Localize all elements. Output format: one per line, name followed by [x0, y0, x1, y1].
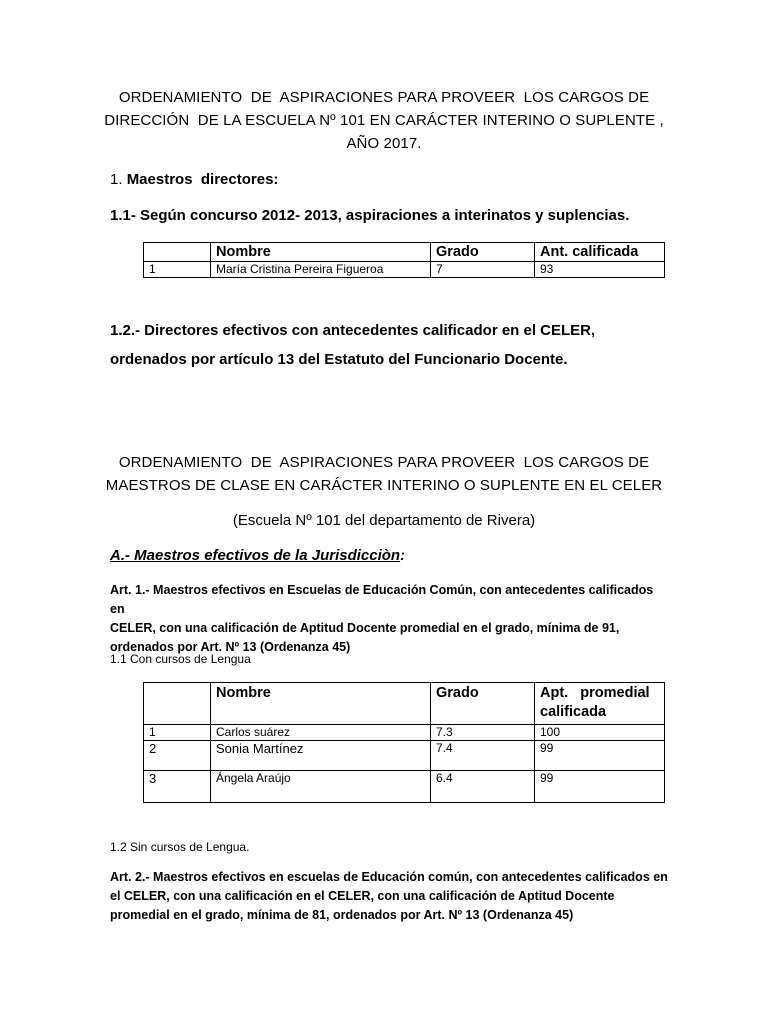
school-subtitle: (Escuela Nº 101 del departamento de Rivera)	[232, 512, 536, 529]
table-cell-index: 2	[144, 741, 211, 771]
table-cell-grado: 6.4	[431, 771, 535, 803]
article-1	[110, 581, 670, 657]
table-header-grado: Grado	[431, 243, 535, 262]
header-title-direccion	[80, 86, 688, 155]
section-a-colon: :	[400, 547, 406, 564]
article-2-line1: Art. 2.- Maestros efectivos en escuelas de Educación común, con antecedentes calificados en	[110, 870, 668, 884]
table-cell-apt-promedial: 99	[535, 771, 665, 803]
table-cell-grado: 7.3	[431, 725, 535, 741]
subsection-1-1: 1.1 Con cursos de Lengua	[110, 652, 251, 666]
table-cell-nombre: Carlos suárez	[211, 725, 431, 741]
header2-line1: ORDENAMIENTO DE ASPIRACIONES PARA PROVEER LOS CARGOS DE	[118, 454, 650, 471]
header1-line2: DIRECCIÓN DE LA ESCUELA Nº 101 EN CARÁCTER INTERINO O SUPLENTE ,	[104, 112, 664, 129]
table-row	[144, 262, 665, 278]
table-row	[144, 725, 665, 741]
table-cell-nombre: María Cristina Pereira Figueroa	[211, 262, 431, 278]
article-1-line2: CELER, con una calificación de Aptitud Docente promedial en el grado, mínima de 91,	[110, 621, 620, 635]
header-title-maestros-clase	[80, 451, 688, 497]
subsection-1-2: 1.2 Sin cursos de Lengua.	[110, 840, 250, 854]
maestros-table	[143, 682, 665, 803]
article-2-line2: el CELER, con una calificación en el CELER, con una calificación de Aptitud Docente	[110, 889, 615, 903]
table-cell-nombre: Sonia Martínez	[211, 741, 431, 771]
table-cell-grado: 7.4	[431, 741, 535, 771]
section-1-heading	[110, 171, 278, 188]
section-1-2-line2: ordenados por artículo 13 del Estatuto del Funcionario Docente.	[110, 351, 568, 368]
table-header-index	[144, 683, 211, 725]
section-a-title: A.- Maestros efectivos de la Jurisdicciòn	[110, 547, 401, 564]
table-header-row	[144, 243, 665, 262]
directores-table	[143, 242, 665, 278]
table-cell-ant-calificada: 93	[535, 262, 665, 278]
article-2	[110, 868, 680, 925]
table-cell-index: 1	[144, 262, 211, 278]
table-header-grado: Grado	[431, 683, 535, 725]
article-1-line1: Art. 1.- Maestros efectivos en Escuelas de Educación Común, con antecedentes calificados en	[110, 583, 654, 616]
table-header-ant-calificada: Ant. calificada	[535, 243, 665, 262]
table-header-nombre: Nombre	[211, 243, 431, 262]
section-a-heading	[110, 547, 405, 564]
table-cell-apt-promedial: 100	[535, 725, 665, 741]
section-1-1-heading: 1.1- Según concurso 2012- 2013, aspiraciones a interinatos y suplencias.	[110, 207, 630, 224]
table-header-row	[144, 683, 665, 725]
table-header-index	[144, 243, 211, 262]
section-1-number: 1.	[110, 171, 123, 188]
table-cell-grado: 7	[431, 262, 535, 278]
section-1-2-line1: 1.2.- Directores efectivos con antecedentes calificador en el CELER,	[110, 322, 596, 339]
table-header-nombre: Nombre	[211, 683, 431, 725]
table-header-apt-promedial: Apt. promedial calificada	[535, 683, 665, 725]
table-cell-nombre: Ángela Araújo	[211, 771, 431, 803]
table-cell-apt-promedial: 99	[535, 741, 665, 771]
header1-line1: ORDENAMIENTO DE ASPIRACIONES PARA PROVEER LOS CARGOS DE	[118, 89, 650, 106]
header2-line2: MAESTROS DE CLASE EN CARÁCTER INTERINO O SUPLENTE EN EL CELER	[105, 477, 663, 494]
table-cell-index: 3	[144, 771, 211, 803]
section-1-2-heading	[110, 316, 595, 374]
article-1-line3: ordenados por Art. Nº 13 (Ordenanza 45)	[110, 640, 351, 654]
header1-line3: AÑO 2017.	[346, 135, 422, 152]
article-2-line3: promedial en el grado, mínima de 81, ordenados por Art. Nº 13 (Ordenanza 45)	[110, 908, 574, 922]
section-1-title: Maestros directores:	[126, 171, 279, 188]
table-row	[144, 771, 665, 803]
table-row	[144, 741, 665, 771]
table-cell-index: 1	[144, 725, 211, 741]
